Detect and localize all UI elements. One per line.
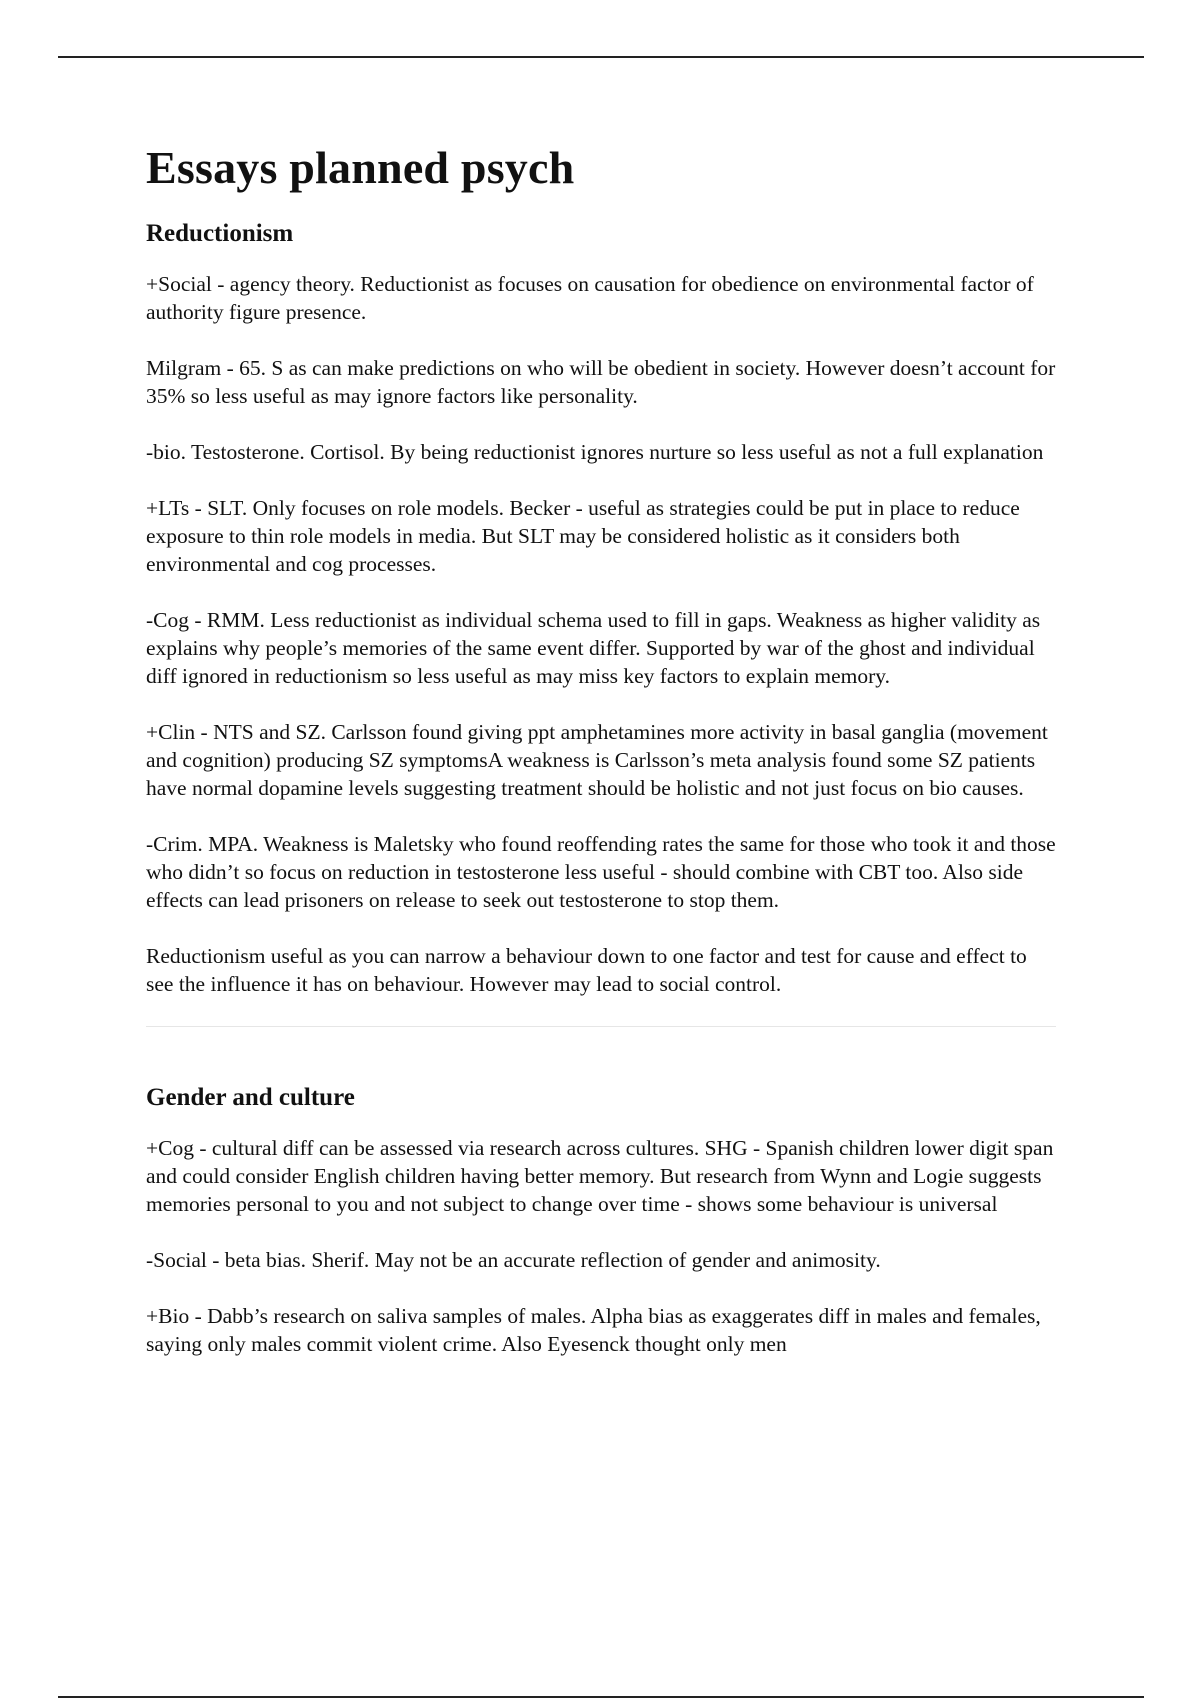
document-body	[146, 140, 1056, 1386]
page-top-rule	[58, 56, 1144, 58]
section-divider	[146, 1026, 1056, 1027]
paragraph: -Social - beta bias. Sherif. May not be an accurate reflection of gender and animosity.	[146, 1248, 881, 1273]
paragraph: -bio. Testosterone. Cortisol. By being reductionist ignores nurture so less useful as not a full explanation	[146, 440, 1044, 465]
section-gender-and-culture	[146, 1083, 1056, 1358]
document-title: Essays planned psych	[146, 142, 575, 193]
section-heading: Reductionism	[146, 220, 294, 248]
paragraph: Reductionism useful as you can narrow a behaviour down to one factor and test for cause and effect to see the influence it has on behaviour. However may lead to social control.	[146, 944, 1027, 997]
paragraph: +Bio - Dabb’s research on saliva samples of males. Alpha bias as exaggerates diff in males and females, saying only males commit violent crime. Also Eyesenck thought only men	[146, 1304, 1041, 1357]
section-reductionism	[146, 219, 1056, 998]
paragraph: +Cog - cultural diff can be assessed via research across cultures. SHG - Spanish children lower digit span and could consider English children having better memory. But research from Wynn and Logie suggests memories personal to you and not subject to change over time - shows some behaviour is universal	[146, 1136, 1054, 1217]
paragraph: -Cog - RMM. Less reductionist as individual schema used to fill in gaps. Weakness as higher validity as explains why people’s memories of the same event differ. Supported by war of the ghost and individual diff ignored in reductionism so less useful as may miss key factors to explain memory.	[146, 608, 1041, 689]
paragraph: +LTs - SLT. Only focuses on role models. Becker - useful as strategies could be put in place to reduce exposure to thin role models in media. But SLT may be considered holistic as it considers both environmental and cog processes.	[146, 496, 1020, 577]
paragraph: Milgram - 65. S as can make predictions on who will be obedient in society. However doesn’t account for 35% so less useful as may ignore factors like personality.	[146, 356, 1056, 409]
paragraph: +Social - agency theory. Reductionist as focuses on causation for obedience on environmental factor of authority figure presence.	[146, 272, 1034, 325]
paragraph: -Crim. MPA. Weakness is Maletsky who found reoffending rates the same for those who took it and those who didn’t so focus on reduction in testosterone less useful - should combine with CBT too. Also side effects can lead prisoners on release to seek out testosterone to stop them.	[146, 832, 1056, 913]
page-bottom-rule	[58, 1696, 1144, 1698]
paragraph: +Clin - NTS and SZ. Carlsson found giving ppt amphetamines more activity in basal ganglia (movement and cognition) producing SZ symptomsA weakness is Carlsson’s meta analysis found some SZ patients have normal dopamine levels suggesting treatment should be holistic and not just focus on bio causes.	[146, 720, 1048, 801]
section-heading: Gender and culture	[146, 1084, 355, 1112]
